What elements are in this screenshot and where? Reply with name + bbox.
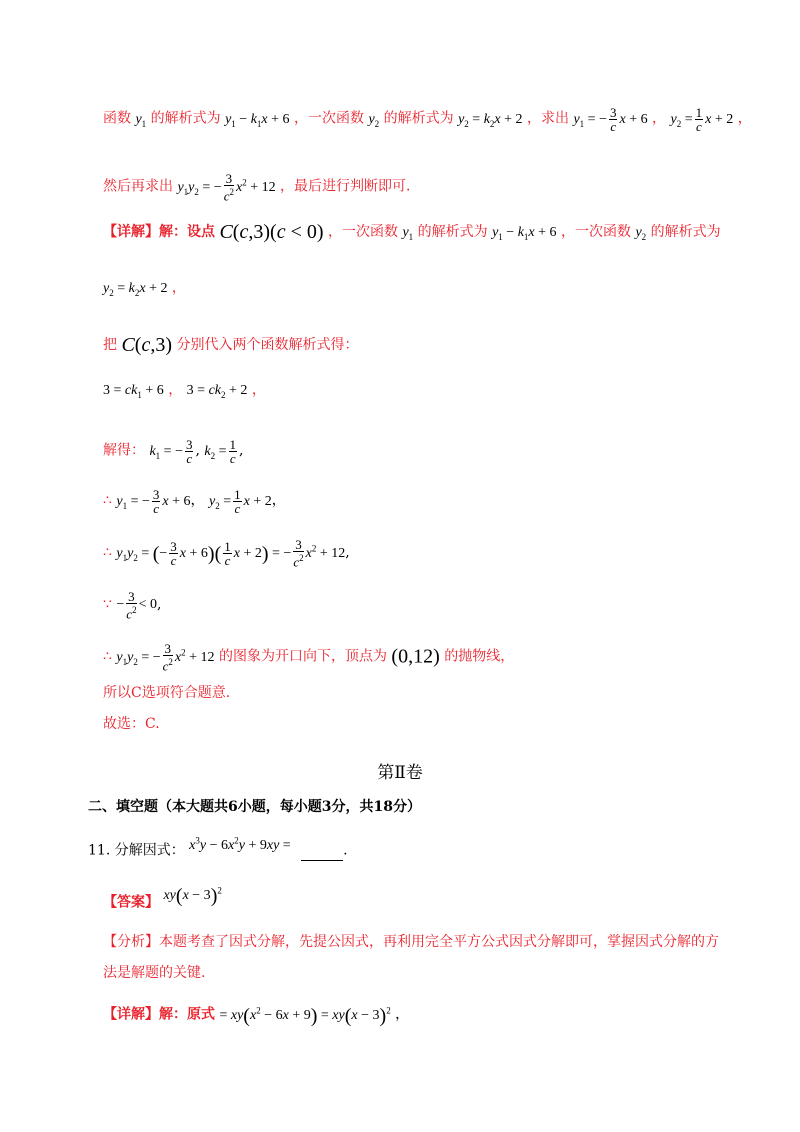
section2-heading: 二、填空题（本大题共6小题，每小题3分，共18分） <box>88 799 421 815</box>
detail-line-2: $y_2 = k_2x + 2$ ， <box>103 280 186 298</box>
detail-line-7: ∴ $y_1y_2$ = (− $\frac{3}{c}$ x + 6)( $\frac{1}{c}$ x + 2) = − $\frac{3}{c^2}$ $x^2 + 12$, <box>103 537 350 570</box>
analysis-text-2: 法是解题的关键. <box>103 965 206 981</box>
detail-line-1: 【详解】解：设点 C(c,3)(c < 0) ，一次函数 $y_1$ 的解析式为 $y_1 - k_1x + 6$ ，一次函数 $y_2$ 的解析式为 <box>103 221 721 243</box>
analysis-line-1: 函数 $y_1$ 的解析式为 $y_1 - k_1x + 6$ ，一次函数 $y_2$ 的解析式为 $y_2 = k_2x + 2$ ，求出 $y_1$ = − $\frac{3}{c}$ x + 6 ， $y_2$ = $\frac{1}{c}$ x + 2 ， <box>103 105 752 134</box>
conclusion-line: 所以C选项符合题意. <box>103 685 231 701</box>
detail-line-5: 解得： $k_1$ = − $\frac{3}{c}$ , $k_2$ = $\frac{1}{c}$ , <box>103 437 244 466</box>
detail-final-line: 【详解】解：原式 = $xy(x^2 - 6x + 9) = xy(x - 3)^2$ ， <box>103 1004 410 1027</box>
section-title: 第Ⅱ卷 <box>377 763 423 783</box>
analysis-line-2: 然后再求出 $y_1y_2$ = − $\frac{3}{c^2}$ $x^2 + 12$ ，最后进行判断即可. <box>103 171 411 204</box>
choice-line: 故选：C. <box>103 716 160 732</box>
detail-line-4: $3 = ck_1 + 6$ ， $3 = ck_2 + 2$ ， <box>103 382 266 400</box>
detail-line-9: ∴ $y_1y_2$ = − $\frac{3}{c^2}$ $x^2 + 12$ 的图象为开口向下，顶点为 (0,12) 的抛物线， <box>103 641 515 674</box>
question-11: 11. 分解因式： $x^3y - 6x^2y + 9xy$ = . <box>88 835 348 859</box>
analysis-text-1: 【分析】本题考查了因式分解，先提公因式，再利用完全平方公式因式分解即可，掌握因式分解的方 <box>103 934 719 950</box>
answer-line: 【答案】 $xy(x - 3)^2$ <box>103 884 222 911</box>
detail-line-8: ∵ − $\frac{3}{c^2}$ < 0, <box>103 589 162 622</box>
answer-blank <box>301 860 343 861</box>
detail-line-6: ∴ $y_1$ = − $\frac{3}{c}$ x + 6， $y_2$ = $\frac{1}{c}$ x + 2， <box>103 487 286 516</box>
detail-line-3: 把 C(c,3) 分别代入两个函数解析式得： <box>103 334 359 356</box>
